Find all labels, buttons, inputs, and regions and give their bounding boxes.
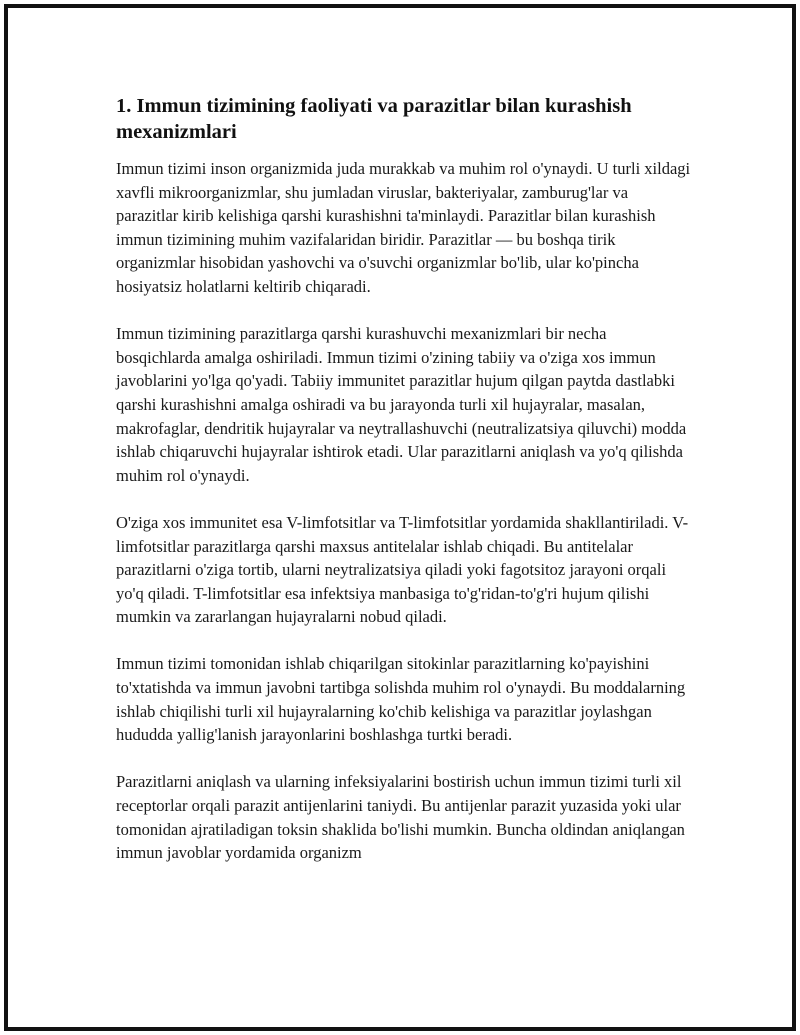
paragraph-4: Immun tizimi tomonidan ishlab chiqarilgan sitokinlar parazitlarning ko'payishini to'xtatishda va immun javobni tartibga solishda muhim rol o'ynaydi. Bu moddalarning ishlab chiqilishi turli xil hujayralarning ko'chib kelishiga va parazitlar joylashgan hududda yallig'lanish jarayonlarini boshlashga turtki beradi. [116,654,686,745]
section-heading: 1. Immun tizimining faoliyati va parazitlar bilan kurashish mexanizmlari [116,95,632,143]
paragraph-3: O'ziga xos immunitet esa V-limfotsitlar va T-limfotsitlar yordamida shakllantiriladi. V-limfotsitlar parazitlarga qarshi maxsus antitelalar ishlab chiqadi. Bu antitelalar parazitlarni o'ziga tortib, ularni neytralizatsiya qiladi yoki fagotsitoz jarayoni orqali yo'q qiladi. T-limfotsitlar esa infektsiya manbasiga to'g'ridan-to'g'ri hujum qilishi mumkin va zararlangan hujayralarni nobud qiladi. [116,512,689,627]
paragraph-2: Immun tizimining parazitlarga qarshi kurashuvchi mexanizmlari bir necha bosqichlarda amalga oshiriladi. Immun tizimi o'zining tabiiy va o'ziga xos immun javoblarini yo'lga qo'yadi. Tabiiy immunitet parazitlar hujum qilgan paytda dastlabki qarshi kurashishni amalga oshiradi va bu jarayonda turli xil hujayralar, masalan, makrofaglar, dendritik hujayralar va neytrallashuvchi (neutralizatsiya qiluvchi) modda ishlab chiqaruvchi hujayralar ishtirok etadi. Ular parazitlarni aniqlash va yo'q qilishda muhim rol o'ynaydi. [116,324,687,485]
paragraph-1: Immun tizimi inson organizmida juda murakkab va muhim rol o'ynaydi. U turli xildagi xavfli mikroorganizmlar, shu jumladan viruslar, bakteriyalar, zamburug'lar va parazitlar kirib kelishiga qarshi kurashishni ta'minlaydi. Parazitlar bilan kurashish immun tizimining muhim vazifalaridan biridir. Parazitlar — bu boshqa tirik organizmlar hisobidan yashovchi va o'suvchi organizmlar bo'lib, ular ko'pincha hosiyatsiz holatlarni keltirib chiqaradi. [116,159,691,296]
document-body [116,93,691,888]
paragraph-5: Parazitlarni aniqlash va ularning infeksiyalarini bostirish uchun immun tizimi turli xil receptorlar orqali parazit antijenlarini taniydi. Bu antijenlar parazit yuzasida yoki ular tomonidan ajratiladigan toksin shaklida bo'lishi mumkin. Buncha oldindan aniqlangan immun javoblar yordamida organizm [116,772,685,863]
